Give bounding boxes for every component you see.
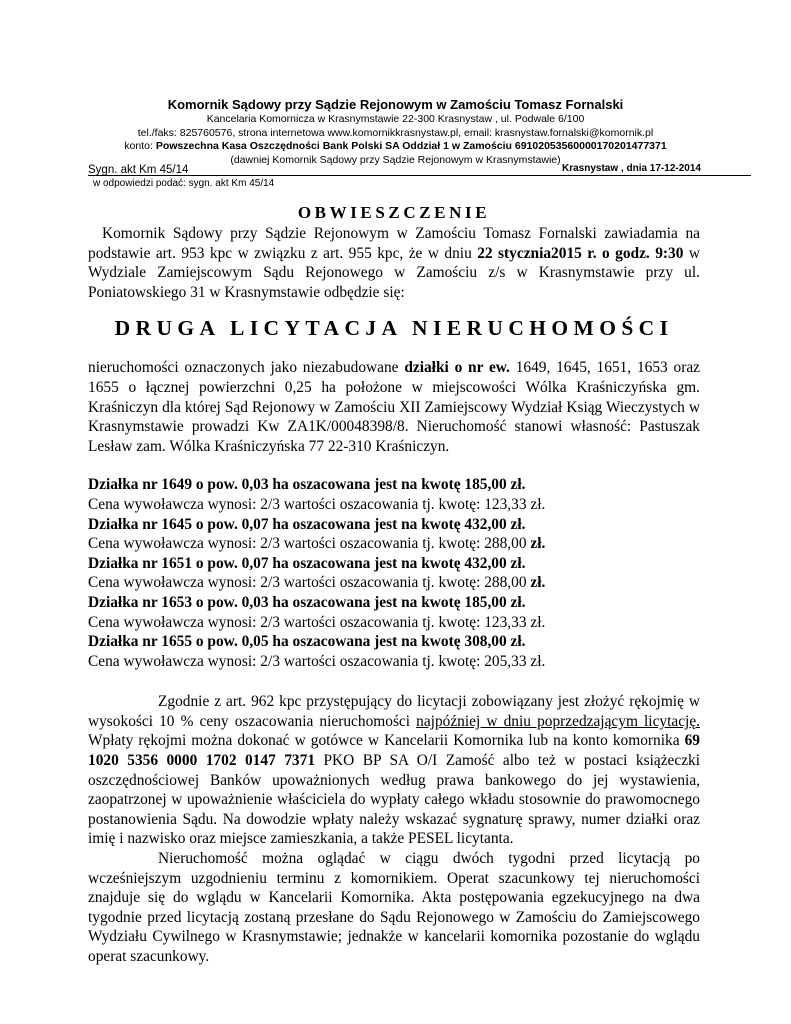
office-address: Kancelaria Komornicza w Krasnymstawie 22-300 Krasnystaw , ul. Podwale 6/100 — [206, 113, 585, 125]
plot-entry — [88, 593, 700, 632]
plot-price — [88, 534, 700, 554]
former-name-line: (dawniej Komornik Sądowy przy Sądzie Rejonowym w Krasnymstawie) — [230, 153, 561, 166]
property-description — [88, 358, 700, 456]
announcement-heading: OBWIESZCZENIE — [297, 203, 491, 222]
letterhead — [88, 95, 703, 167]
header-divider — [88, 175, 751, 176]
plot-heading: Działka nr 1651 o pow. 0,07 ha oszacowana jest na kwotę 432,00 zł. — [88, 554, 526, 572]
reply-note: w odpowiedzi podać: sygn. akt Km 45/14 — [93, 178, 275, 189]
plot-price-text: Cena wywoławcza wynosi: 2/3 wartości oszacowania tj. kwotę: 123,33 zł. — [88, 613, 546, 631]
plot-entry — [88, 632, 700, 671]
plot-price-text: Cena wywoławcza wynosi: 2/3 wartości oszacowania tj. kwotę: 205,33 zł. — [88, 652, 546, 670]
plot-entry — [88, 515, 700, 554]
intro-text-b: w Wydziale Zamiejscowym Sądu Rejonowego w Zamościu z/s w Krasnymstawie przy ul. Poniatowskiego 31 w Krasnymstawie odbędzie się: — [88, 244, 701, 301]
plot-entry — [88, 475, 700, 514]
plot-price-suffix: zł. — [530, 574, 546, 592]
bailiff-title: Komornik Sądowy przy Sądzie Rejonowym w Zamościu Tomasz Fornalski — [167, 97, 624, 112]
plot-price-text: Cena wywoławcza wynosi: 2/3 wartości oszacowania tj. kwotę: 288,00 — [88, 574, 531, 592]
plot-price-text: Cena wywoławcza wynosi: 2/3 wartości oszacowania tj. kwotę: 123,33 zł. — [88, 495, 546, 513]
plot-price — [88, 573, 700, 593]
plot-heading: Działka nr 1653 o pow. 0,03 ha oszacowana jest na kwotę 185,00 zł. — [88, 593, 526, 611]
deposit-text-c: PKO BP SA O/I Zamość albo też w postaci książeczki oszczędnościowej Banków upoważnionych według prawa bankowego do jej wystawienia, zaopatrzonej w upoważnienie właściciela do wypłaty całego wkładu stosownie do prawomocnego postanowienia Sądu. Na dowodzie wpłaty należy wskazać sygnaturę sprawy, numer działki oraz imię i nazwisko oraz miejsce zamieszkania, a także PESEL licytanta. — [88, 752, 700, 848]
deposit-text-b: Wpłaty rękojmi można dokonać w gotówce w Kancelarii Komornika lub na konto komornika — [88, 732, 685, 750]
plot-price — [88, 613, 700, 633]
deposit-deadline: najpóźniej w dniu poprzedzającym licytację. — [416, 712, 700, 730]
deposit-text-a: Zgodnie z art. 962 kpc przystępujący do licytacji zobowiązany jest złożyć rękojmię w wysokości 10 % ceny oszacowania nieruchomości — [88, 693, 700, 730]
plot-price — [88, 495, 700, 515]
plot-heading: Działka nr 1655 o pow. 0,05 ha oszacowana jest na kwotę 308,00 zł. — [88, 633, 526, 651]
plot-price-suffix: zł. — [530, 535, 546, 553]
auction-title: DRUGA LICYTACJA NIERUCHOMOŚCI — [114, 316, 674, 341]
case-number: Sygn. akt Km 45/14 — [88, 164, 189, 176]
contact-line: tel./faks: 825760576, strona internetowa www.komornikkrasnystaw.pl, email: krasnystaw.fornalski@komornik.pl — [137, 126, 654, 139]
plot-heading: Działka nr 1645 o pow. 0,07 ha oszacowana jest na kwotę 432,00 zł. — [88, 515, 526, 533]
property-text-bold: działki o nr ew. — [404, 359, 510, 377]
intro-text-a: Komornik Sądowy przy Sądzie Rejonowym w Zamościu Tomasz Fornalski zawiadamia na podstawie art. 953 kpc w związku z art. 955 kpc, że w dniu — [88, 225, 700, 262]
deposit-paragraph — [88, 692, 700, 849]
intro-paragraph — [88, 224, 700, 302]
plot-entry — [88, 554, 700, 593]
property-text-b: 1649, 1645, 1651, 1653 oraz 1655 o łącznej powierzchni 0,25 ha położone w miejscowości Wólka Kraśniczyńska gm. Kraśniczyn dla której Sąd Rejonowy w Zamościu XII Zamiejscowy Wydział Ksiąg Wieczystych w Krasnymstawie prowadzi Kw ZA1K/00048398/8. Nieruchomość stanowi własność: Pastuszak Lesław zam. Wólka Kraśniczyńska 77 22-310 Kraśniczyn. — [88, 359, 700, 455]
place-date: Krasnystaw , dnia 17-12-2014 — [562, 163, 701, 174]
bank-account-line — [88, 140, 703, 154]
inspection-paragraph: Nieruchomość można oglądać w ciągu dwóch tygodni przed licytacją po wcześniejszym uzgodnieniu terminu z komornikiem. Operat szacunkowy tej nieruchomości znajduje się do wglądu w Kancelarii Komornika. Akta postępowania egzekucyjnego na dwa tygodnie przed licytacją zostaną przesłane do Sądu Rejonowego w Zamościu do Zamiejscowego Wydziału Cywilnego w Krasnymstawie; jednakże w kancelarii komornika pozostanie do wglądu operat szacunkowy. — [88, 850, 700, 965]
property-text-a: nieruchomości oznaczonych jako niezabudowane — [88, 359, 405, 377]
plot-price — [88, 652, 700, 672]
plot-list — [88, 475, 700, 671]
account-bank: Powszechna Kasa Oszczędności Bank Polski SA Oddział 1 w Zamościu 69102053560000170201477371 — [155, 140, 667, 152]
document-body — [88, 203, 700, 967]
plot-heading: Działka nr 1649 o pow. 0,03 ha oszacowana jest na kwotę 185,00 zł. — [88, 476, 526, 494]
account-label: konto: — [124, 140, 156, 152]
plot-price-text: Cena wywoławcza wynosi: 2/3 wartości oszacowania tj. kwotę: 288,00 — [88, 535, 531, 553]
deposit-account-number: 69 1020 5356 0000 1702 0147 7371 — [88, 732, 700, 770]
auction-date: 22 stycznia2015 r. o godz. 9:30 — [477, 244, 684, 262]
